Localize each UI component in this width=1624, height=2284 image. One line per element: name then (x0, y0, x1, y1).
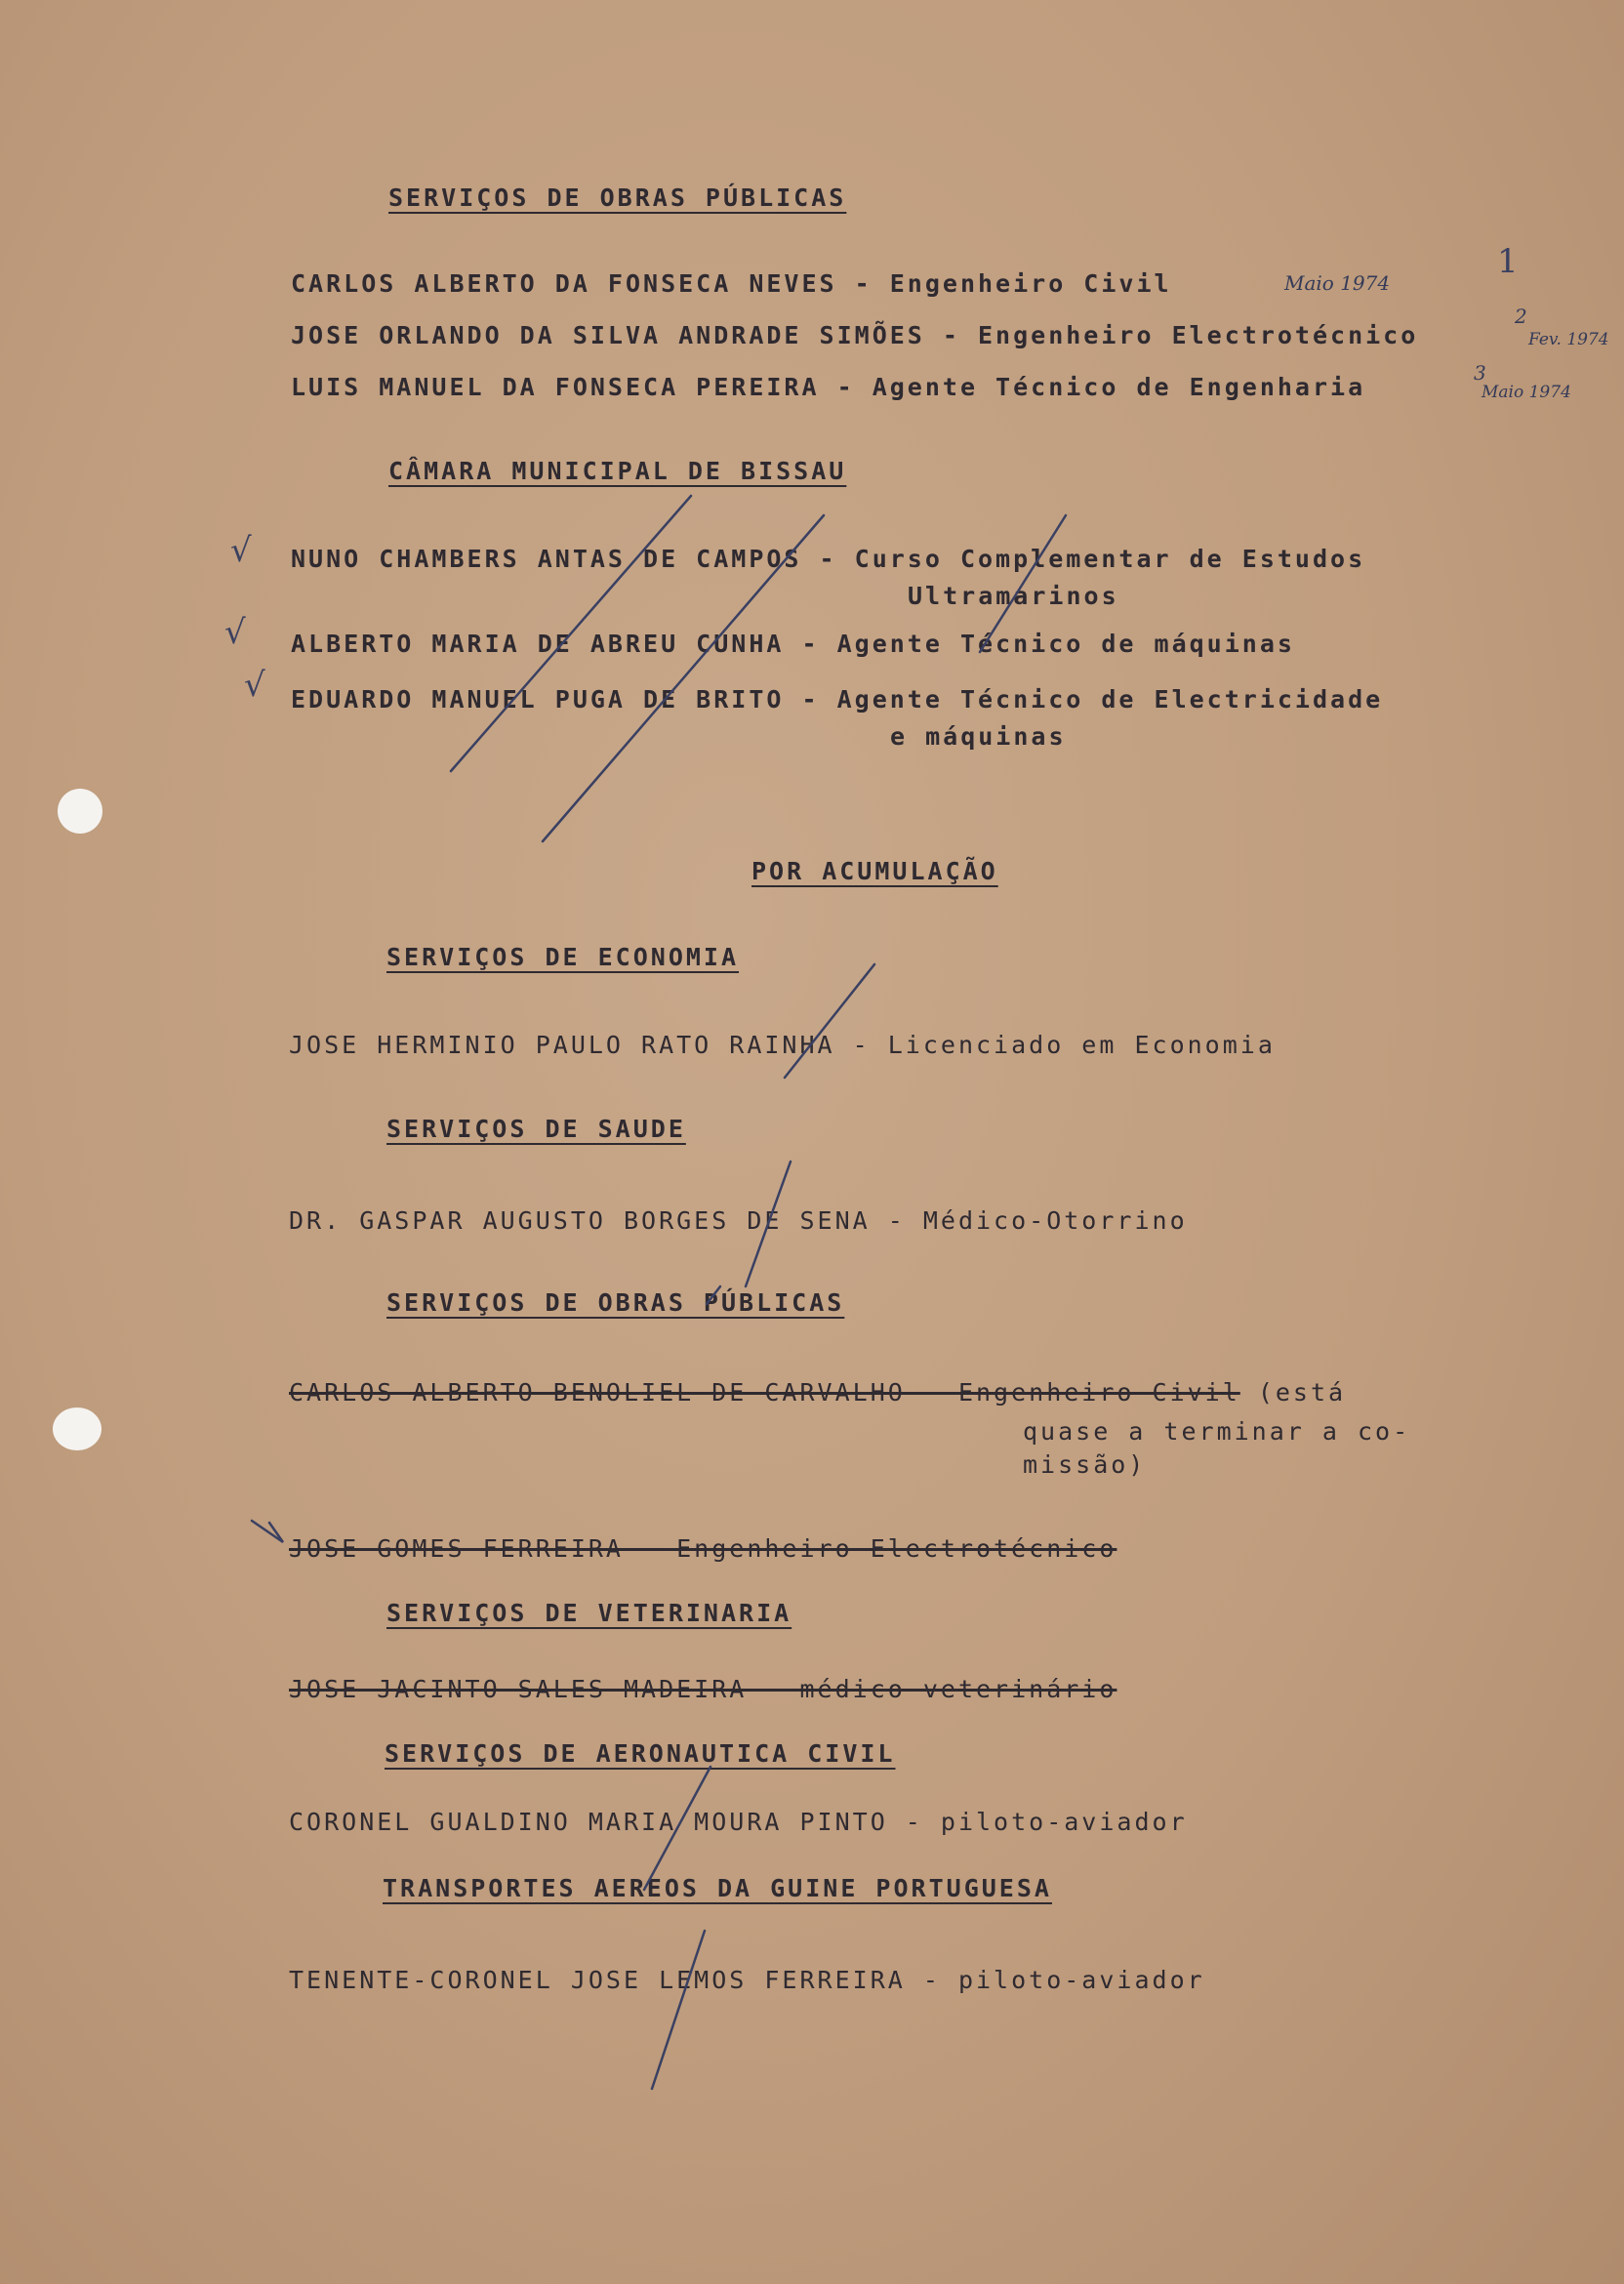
entry-alberto-cunha: ALBERTO MARIA DE ABREU CUNHA - Agente Técnico de máquinas (291, 630, 1295, 658)
entry-jose-gomes-ferreira: JOSE GOMES FERREIRA - Engenheiro Electrotécnico (289, 1534, 1117, 1563)
heading-transportes-aereos: TRANSPORTES AEREOS DA GUINE PORTUGUESA (383, 1874, 1052, 1902)
handwritten-date-1: Maio 1974 (1284, 271, 1391, 295)
handwritten-number-1: 1 (1497, 242, 1519, 281)
margin-tick (252, 1521, 283, 1542)
slash-1 (451, 496, 691, 771)
entry-eduardo-brito-cont: e máquinas (890, 722, 1067, 751)
note-quase-terminar: quase a terminar a co- (1023, 1417, 1411, 1446)
note-comissao: missão) (1023, 1450, 1147, 1479)
handwritten-date-3: Maio 1974 (1482, 383, 1571, 402)
slash-7 (644, 1767, 710, 1890)
check-mark-2: √ (224, 613, 246, 652)
entry-gaspar-sena: DR. GASPAR AUGUSTO BORGES DE SENA - Médico-Otorrino (289, 1206, 1188, 1235)
slash-6 (707, 1286, 720, 1304)
slash-5 (746, 1162, 791, 1286)
slash-4 (785, 964, 874, 1078)
check-mark-3: √ (244, 666, 265, 705)
slash-3 (980, 515, 1066, 652)
entry-eduardo-brito: EDUARDO MANUEL PUGA DE BRITO - Agente Técnico de Electricidade (291, 685, 1384, 714)
entry-jose-jacinto-madeira: JOSE JACINTO SALES MADEIRA - médico-veterinário (289, 1675, 1117, 1703)
handwritten-date-2: Fev. 1974 (1528, 330, 1609, 349)
struck-carlos-carvalho: CARLOS ALBERTO BENOLIEL DE CARVALHO - Engenheiro Civil (289, 1378, 1240, 1407)
entry-jose-orlando-simoes: JOSE ORLANDO DA SILVA ANDRADE SIMÕES - Engenheiro Electrotécnico (291, 321, 1419, 349)
heading-servicos-veterinaria: SERVIÇOS DE VETERINARIA (386, 1599, 792, 1627)
entry-nuno-campos: NUNO CHAMBERS ANTAS DE CAMPOS - Curso Complementar de Estudos (291, 545, 1366, 573)
entry-jose-rainha: JOSE HERMINIO PAULO RATO RAINHA - Licenciado em Economia (289, 1031, 1276, 1059)
handwritten-number-3: 3 (1474, 361, 1486, 385)
note-esta: (está (1239, 1378, 1347, 1407)
slash-8 (652, 1931, 705, 2089)
heading-obras-publicas-1: SERVIÇOS DE OBRAS PÚBLICAS (388, 184, 847, 212)
heading-aeronautica-civil: SERVIÇOS DE AERONAUTICA CIVIL (385, 1739, 896, 1768)
heading-servicos-saude: SERVIÇOS DE SAUDE (386, 1115, 686, 1143)
entry-nuno-campos-cont: Ultramarinos (908, 582, 1119, 610)
handwritten-number-2: 2 (1515, 305, 1527, 328)
entry-jose-lemos-ferreira: TENENTE-CORONEL JOSE LEMOS FERREIRA - piloto-aviador (289, 1966, 1205, 1994)
entry-gualdino-pinto: CORONEL GUALDINO MARIA MOURA PINTO - piloto-aviador (289, 1808, 1188, 1836)
heading-por-acumulacao: POR ACUMULAÇÃO (751, 857, 998, 885)
slash-2 (543, 515, 824, 841)
heading-servicos-economia: SERVIÇOS DE ECONOMIA (386, 943, 740, 971)
heading-obras-publicas-2: SERVIÇOS DE OBRAS PÚBLICAS (386, 1288, 845, 1317)
entry-carlos-fonseca-neves: CARLOS ALBERTO DA FONSECA NEVES - Engenheiro Civil (291, 269, 1172, 298)
check-mark-1: √ (230, 531, 252, 570)
heading-camara-municipal-bissau: CÂMARA MUNICIPAL DE BISSAU (388, 457, 847, 485)
entry-luis-fonseca-pereira: LUIS MANUEL DA FONSECA PEREIRA - Agente Técnico de Engenharia (291, 373, 1366, 401)
